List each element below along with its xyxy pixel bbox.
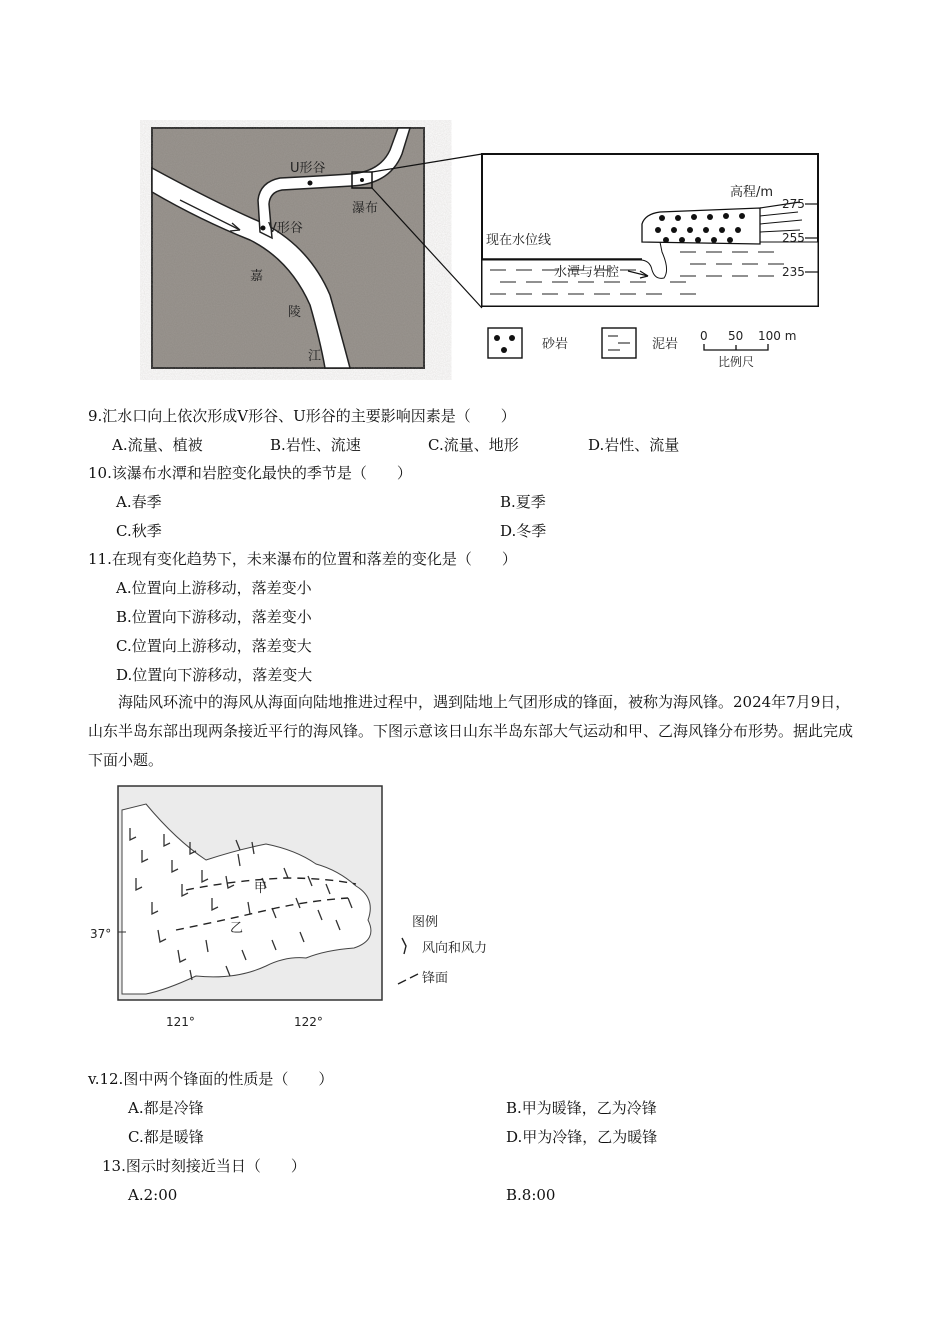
front-label-jia: 甲 — [254, 881, 268, 896]
pool-cavity-label: 水潭与岩腔 — [554, 265, 620, 280]
waterfall-label: 瀑布 — [352, 201, 379, 216]
scale-tick-50: 50 — [728, 329, 744, 343]
legend-wind: 风向和风力 — [422, 941, 488, 956]
figure1-legend — [488, 328, 796, 369]
elevation-255: 255 — [782, 231, 805, 245]
legend-wind-icon — [402, 938, 406, 954]
question-12-option-b[interactable]: B.甲为暖锋，乙为冷锋 — [506, 1099, 657, 1117]
question-12-option-c[interactable]: C.都是暖锋 — [128, 1128, 204, 1146]
question-13-stem: 13.图示时刻接近当日（ ） — [102, 1157, 306, 1175]
u-valley-point — [308, 181, 313, 186]
question-10-option-d[interactable]: D.冬季 — [500, 522, 547, 540]
question-9-option-a[interactable]: A.流量、植被 — [112, 436, 203, 454]
longitude-label-122: 122° — [294, 1015, 323, 1029]
v-valley-point — [261, 226, 266, 231]
legend-title: 图例 — [412, 915, 439, 930]
question-9-stem: 9.汇水口向上依次形成V形谷、U形谷的主要影响因素是（ ） — [88, 407, 516, 425]
question-11-option-b[interactable]: B.位置向下游移动，落差变小 — [116, 608, 312, 626]
question-11-option-d[interactable]: D.位置向下游移动，落差变大 — [116, 666, 313, 684]
question-12-stem: v.12.图中两个锋面的性质是（ ） — [88, 1070, 334, 1088]
question-13-option-a[interactable]: A.2:00 — [128, 1186, 178, 1204]
u-valley-label: U形谷 — [290, 161, 326, 176]
elevation-275: 275 — [782, 197, 805, 211]
figure-sea-breeze-front — [86, 780, 506, 1036]
latitude-label: 37° — [90, 927, 112, 941]
question-11-stem: 11.在现有变化趋势下，未来瀑布的位置和落差的变化是（ ） — [88, 550, 517, 568]
scale-tick-0: 0 — [700, 329, 708, 343]
v-valley-label: V形谷 — [268, 221, 303, 236]
longitude-label-121: 121° — [166, 1015, 195, 1029]
question-11-option-c[interactable]: C.位置向上游移动，落差变大 — [116, 637, 312, 655]
water-line-label: 现在水位线 — [486, 233, 552, 248]
question-9-option-b[interactable]: B.岩性、流速 — [270, 436, 361, 454]
profile-section — [482, 154, 818, 306]
question-10-stem: 10.该瀑布水潭和岩腔变化最快的季节是（ ） — [88, 464, 412, 482]
passage-text: 海陆风环流中的海风从海面向陆地推进过程中，遇到陆地上气团形成的锋面，被称为海风锋。2024年7月9日，山东半岛东部出现两条接近平行的海风锋。下图示意该日山东半岛东部大气运动和甲、乙海风锋分布形势。据此完成下面小题。 — [88, 693, 854, 769]
question-10-option-c[interactable]: C.秋季 — [116, 522, 162, 540]
river-map — [152, 128, 424, 368]
question-13-option-b[interactable]: B.8:00 — [506, 1186, 556, 1204]
elevation-235: 235 — [782, 265, 805, 279]
elevation-title: 高程/m — [730, 185, 774, 200]
question-10-option-a[interactable]: A.春季 — [116, 493, 162, 511]
river-label-jiang: 江 — [308, 349, 322, 364]
scale-tick-100: 100 m — [758, 329, 797, 343]
scale-bar — [704, 344, 768, 350]
question-9-option-d[interactable]: D.岩性、流量 — [588, 436, 680, 454]
question-10-option-b[interactable]: B.夏季 — [500, 493, 546, 511]
scale-label: 比例尺 — [718, 355, 755, 369]
question-12-option-d[interactable]: D.甲为冷锋，乙为暖锋 — [506, 1128, 658, 1146]
river-label-ling: 陵 — [288, 305, 302, 320]
legend-sandstone: 砂岩 — [542, 337, 569, 352]
river-label-jia: 嘉 — [250, 269, 264, 284]
legend-mudstone: 泥岩 — [652, 337, 679, 352]
legend-front-icon — [398, 974, 418, 984]
question-9-option-c[interactable]: C.流量、地形 — [428, 436, 519, 454]
legend-front: 锋面 — [422, 971, 449, 986]
question-12-option-a[interactable]: A.都是冷锋 — [128, 1099, 204, 1117]
front-label-yi: 乙 — [230, 921, 244, 936]
question-11-option-a[interactable]: A.位置向上游移动，落差变小 — [116, 579, 312, 597]
figure-waterfall — [140, 120, 830, 380]
